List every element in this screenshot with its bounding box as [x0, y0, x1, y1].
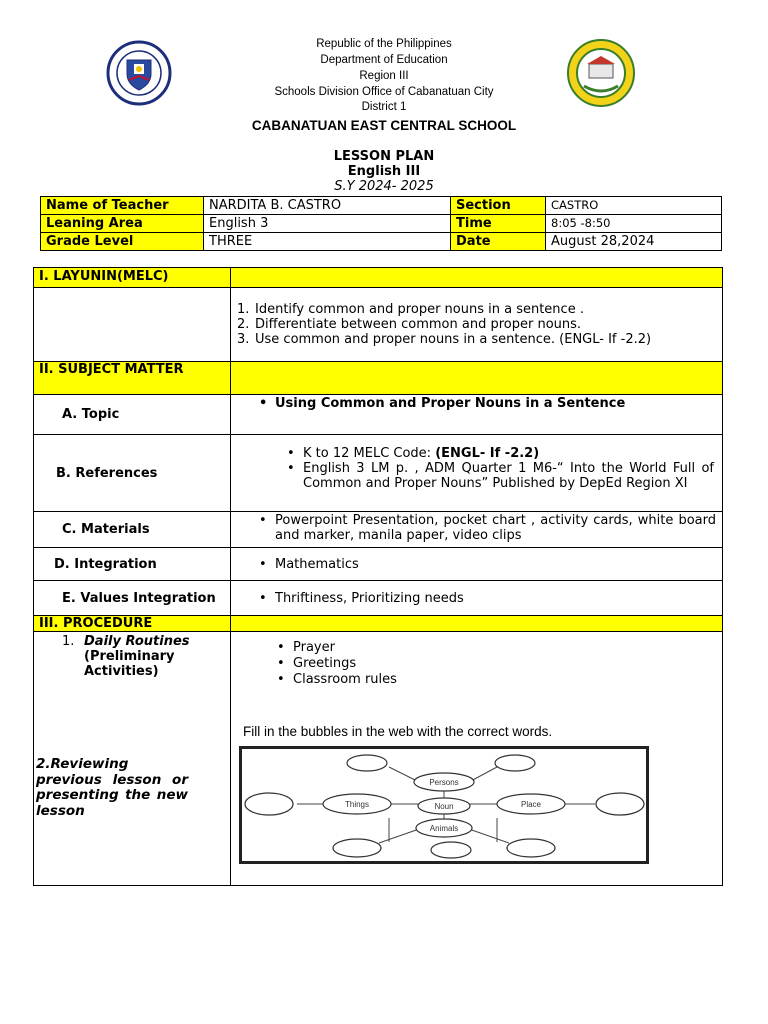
procedure-labels-cell [34, 632, 231, 886]
subject-title: English III [347, 164, 421, 179]
school-year: S.Y 2024- 2025 [334, 179, 434, 194]
web-label-noun: Noun [434, 802, 454, 811]
review-instruction: Fill in the bubbles in the web with the correct words. [243, 724, 553, 739]
references-label: B. References [34, 435, 231, 512]
references-list [287, 446, 714, 491]
materials-label: C. Materials [34, 512, 231, 548]
section-label: Section [451, 197, 546, 215]
section-value: CASTRO [546, 197, 722, 215]
objectives-cell [231, 288, 723, 362]
web-label-animals: Animals [429, 824, 459, 833]
reference-item: • K to 12 MELC Code: (ENGL- If -2.2) [287, 446, 714, 461]
review-label: 2.Reviewing previous lesson or presenting the new lesson [36, 756, 188, 819]
area-value: English 3 [204, 215, 451, 233]
values-value: • Thriftiness, Prioritizing needs [259, 591, 722, 606]
doc-title: LESSON PLAN [333, 149, 435, 164]
web-label-things: Things [344, 800, 370, 809]
topic-label: A. Topic [34, 395, 231, 435]
web-label-persons: Persons [429, 778, 459, 787]
date-label: Date [451, 233, 546, 251]
routines-label: Daily Routines [84, 634, 190, 649]
header-division: Schools Division Office of Cabanatuan City [274, 86, 494, 98]
grade-label: Grade Level [41, 233, 204, 251]
subject-matter-heading: II. SUBJECT MATTER [34, 362, 231, 395]
procedure-heading: III. PROCEDURE [34, 616, 231, 632]
header-region: Region III [359, 70, 409, 82]
time-value: 8:05 -8:50 [546, 215, 722, 233]
grade-value: THREE [204, 233, 451, 251]
routine-item: • Prayer [277, 640, 397, 656]
noun-web-diagram [239, 746, 649, 864]
values-label: E. Values Integration [34, 581, 231, 616]
teacher-value: NARDITA B. CASTRO [204, 197, 451, 215]
integration-label: D. Integration [34, 548, 231, 581]
routine-item: • Classroom rules [277, 672, 397, 688]
header-republic: Republic of the Philippines [316, 38, 452, 50]
layunin-heading-fill [231, 268, 723, 288]
layunin-heading: I. LAYUNIN(MELC) [34, 268, 231, 288]
routines-sub: (Preliminary Activities) [84, 649, 175, 679]
header-district: District 1 [361, 101, 407, 113]
teacher-label: Name of Teacher [41, 197, 204, 215]
web-label-place: Place [520, 800, 542, 809]
area-label: Leaning Area [41, 215, 204, 233]
objective-item: 2. Differentiate between common and proper nouns. [237, 317, 582, 332]
header-department: Department of Education [320, 54, 448, 66]
routines-list [277, 640, 397, 688]
routines-label-block: 1. Daily Routines (Preliminary Activities) [62, 634, 190, 679]
objectives-list [237, 302, 722, 347]
lesson-plan-table [33, 267, 723, 886]
routine-item: • Greetings [277, 656, 397, 672]
objective-item: 3. Use common and proper nouns in a sentence. (ENGL- If -2.2) [237, 332, 652, 347]
materials-value: • Powerpoint Presentation, pocket chart , activity cards, white board and marker, manila paper, video clips [259, 513, 716, 543]
topic-value: • Using Common and Proper Nouns in a Sentence [259, 396, 722, 411]
teacher-info-table [40, 196, 722, 251]
objective-item: 1. Identify common and proper nouns in a sentence . [237, 302, 584, 317]
reference-item: • English 3 LM p. , ADM Quarter 1 M6-“ Into the World Full of Common and Proper Nouns” Published by DepEd Region XI [287, 461, 714, 491]
integration-value: • Mathematics [259, 557, 722, 572]
date-value: August 28,2024 [546, 233, 722, 251]
school-name: CABANATUAN EAST CENTRAL SCHOOL [251, 118, 517, 133]
time-label: Time [451, 215, 546, 233]
